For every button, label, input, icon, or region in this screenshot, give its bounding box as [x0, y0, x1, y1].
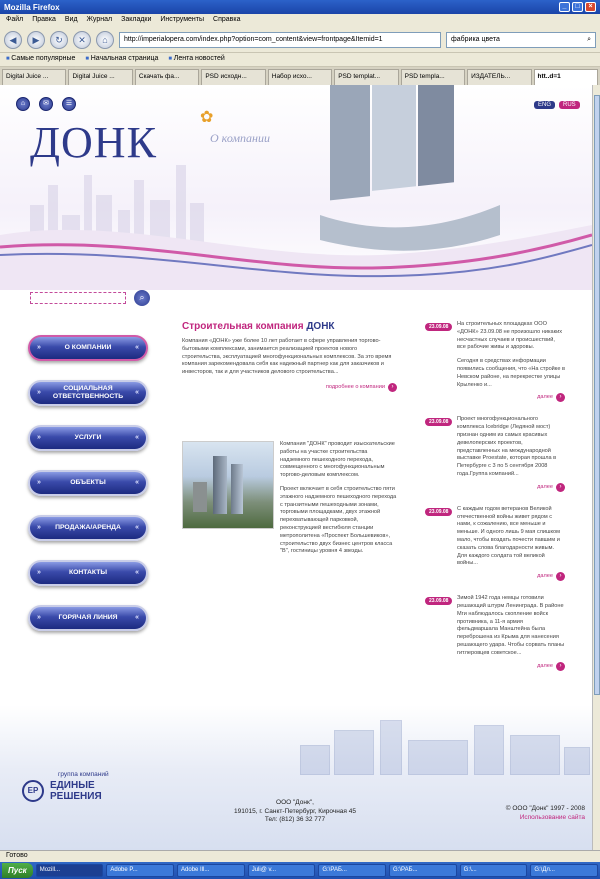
ep-logo[interactable]: ЕР ЕДИНЫЕ РЕШЕНИЯ [22, 780, 102, 802]
stop-icon[interactable]: ✕ [73, 31, 91, 49]
news-item: 23.09.08 На строительных площадках ООО «ДОНК» 23.09.08 не произошло никаких несчастных случаев и происшествий, все рабочие живы и здоровы. Сегодня в средствах информации появились сообщения, что «На стройке в Невском районе, на перекрестке улицы Крыленко и... далее › [425, 321, 565, 402]
site-search-input[interactable] [30, 292, 126, 304]
browser-menubar [0, 14, 600, 27]
bookmark-start-page[interactable]: ■ Начальная страница [85, 55, 158, 64]
lang-rus-button[interactable]: RUS [559, 101, 580, 109]
chevron-right-icon: » [37, 434, 41, 441]
news-item: 23.09.08 С каждым годом ветеранов Великой отечественной войны живет рядом с нами, к сожалению, все меньше и меньше. И одного лишь 9 мая слишком мало, чтобы воздать почести павшим и сказать слова благодарности живым. Для каждого солдата той великой войны... далее › [425, 506, 565, 581]
tab[interactable]: ИЗДАТЕЛЬ... [467, 69, 531, 85]
menu-item-about[interactable]: » О КОМПАНИИ « [28, 335, 148, 361]
forward-icon[interactable]: ▶ [27, 31, 45, 49]
menu-item-sale-rent[interactable]: » ПРОДАЖА/АРЕНДА « [28, 515, 148, 541]
footer-skyline [300, 715, 592, 775]
news-item: 23.09.08 Зимой 1942 года немцы готовили решающий штурм Ленинграда. В районе Мги наблюдалось скопление войск противника, а 11-я армия фельдмаршала Манштейна была переброшена из Крыма для нанесения решающего удара. Чтобы сорвать планы гитлеровцев советское... далее › [425, 595, 565, 670]
butterfly-icon: ✿ [200, 109, 214, 126]
bookmark-news-feed[interactable]: ■ Лента новостей [168, 55, 224, 64]
main-menu [28, 335, 148, 650]
windows-taskbar [0, 862, 600, 879]
article-paragraph-1: Компания "ДОНК" проводит изыскательские работы на участке строительства надземного пешеходного перехода, совмещенного с многофункциональным торгово-деловым комплексом. [280, 441, 395, 479]
site-footer [0, 705, 592, 850]
menu-item-objects[interactable]: » ОБЪЕКТЫ « [28, 470, 148, 496]
search-value: фабрика цвета [451, 35, 500, 43]
search-icon[interactable]: ⌕ [134, 290, 150, 306]
tab[interactable]: PSD templat... [334, 69, 398, 85]
bookmarks-toolbar [0, 53, 600, 67]
back-icon[interactable]: ◀ [4, 31, 22, 49]
bookmark-popular[interactable]: ■ Самые популярные [6, 55, 75, 64]
tab-active[interactable]: htt..d=1 [534, 69, 598, 85]
tab[interactable]: PSD templa... [401, 69, 465, 85]
chevron-left-icon: « [135, 569, 139, 576]
home-icon[interactable]: ⌂ [16, 97, 30, 111]
chevron-left-icon: « [135, 434, 139, 441]
navigation-toolbar [0, 27, 600, 53]
news-date-badge: 23.09.08 [425, 508, 452, 516]
lang-eng-button[interactable]: ENG [534, 101, 555, 109]
tab[interactable]: PSD исходн... [201, 69, 265, 85]
chevron-left-icon: « [135, 344, 139, 351]
intro-title: Строительная компания ДОНК [182, 321, 335, 332]
menu-edit[interactable]: Правка [32, 16, 56, 23]
search-icon[interactable]: ⌕ [587, 35, 591, 43]
menu-file[interactable]: Файл [6, 16, 24, 23]
footer-address: ООО "Донк", 191015, г. Санкт-Петербург, Кирочная 45 Тел: (812) 36 32 777 [234, 799, 356, 823]
taskbar-item[interactable]: Adobe Ill... [177, 864, 245, 877]
header-art [0, 85, 592, 290]
menu-bookmarks[interactable]: Закладки [121, 16, 152, 23]
news-more-link[interactable]: далее › [457, 662, 565, 671]
intro-more-link[interactable]: подробнее о компании › [182, 383, 397, 392]
tab[interactable]: Скачать фа... [135, 69, 199, 85]
chevron-right-icon: » [37, 569, 41, 576]
arrow-right-icon: › [556, 572, 565, 581]
site-search [30, 290, 150, 306]
news-item: 23.09.08 Проект многофункционального комплекса Icebridge (Ледяной мост) признан одним из самых красивых девелоперских проектов, представленных на международной выставке Proestate, которая прошла в Петербурге с 3 по 5 сентября 2008 года.Группа компаний... далее › [425, 416, 565, 491]
tab-strip [0, 67, 600, 85]
taskbar-item[interactable]: Adobe P... [106, 864, 174, 877]
arrow-right-icon: › [556, 662, 565, 671]
search-input[interactable] [446, 32, 596, 48]
sitemap-icon[interactable]: ☰ [62, 97, 76, 111]
site-usage-link[interactable]: Использование сайта [519, 813, 585, 821]
start-button[interactable]: Пуск [2, 863, 33, 878]
footer-copyright: © ООО "Донк" 1997 - 2008 Использование сайта [480, 805, 585, 822]
news-more-link[interactable]: далее › [457, 572, 565, 581]
window-titlebar [0, 0, 600, 14]
chevron-right-icon: » [37, 614, 41, 621]
chevron-right-icon: » [37, 344, 41, 351]
taskbar-item[interactable]: G:\РАБ... [389, 864, 457, 877]
taskbar-item[interactable]: Juli@ v... [248, 864, 316, 877]
web-page [0, 85, 592, 850]
status-bar: Готово [0, 850, 600, 862]
arrow-right-icon: › [388, 383, 397, 392]
intro-text: Компания «ДОНК» уже более 10 лет работает в сфере управления торгово-бытовыми комплексами, занимается реализацией проектов нового строительства, эксплуатацией многофункциональных комплексов. За это время компания зарекомендовала себя как надежный партнер как для заказчиков и инвесторов, так и для участников делового строительства... [182, 338, 392, 376]
news-more-link[interactable]: далее › [457, 393, 565, 402]
reload-icon[interactable]: ↻ [50, 31, 68, 49]
chevron-right-icon: » [37, 479, 41, 486]
group-label: группа компаний [58, 771, 109, 778]
arrow-right-icon: › [556, 393, 565, 402]
vertical-scrollbar[interactable] [592, 85, 600, 850]
minimize-button[interactable]: _ [559, 2, 570, 12]
chevron-left-icon: « [135, 479, 139, 486]
tab[interactable]: Digital Juice ... [68, 69, 132, 85]
menu-item-services[interactable]: » УСЛУГИ « [28, 425, 148, 451]
chevron-left-icon: « [135, 614, 139, 621]
chevron-left-icon: « [135, 524, 139, 531]
chevron-right-icon: » [37, 524, 41, 531]
article-paragraph-2: Проект включает в себя строительство пяти этажного надземного пешеходного перехода с транзитными пешеходными зонами, торговыми площадками, двух этажной перехватывающей парковкой, реконструкцией вестибюля станции метрополитена «Проспект Большевиков», строительство двух бизнес центров класса "В", гостиницы уровня 4 звезды. [280, 485, 397, 555]
menu-item-hotline[interactable]: » ГОРЯЧАЯ ЛИНИЯ « [28, 605, 148, 631]
news-date-badge: 23.09.08 [425, 597, 452, 605]
url-input[interactable]: http://imperialopera.com/index.php?option=com_content&view=frontpage&Itemid=1 [119, 32, 441, 48]
news-date-badge: 23.09.08 [425, 418, 452, 426]
taskbar-item[interactable]: G:\... [460, 864, 528, 877]
menu-tools[interactable]: Инструменты [160, 16, 205, 23]
news-date-badge: 23.09.08 [425, 323, 452, 331]
site-logo[interactable]: ДОНК [30, 118, 157, 167]
taskbar-item[interactable]: Mozill... [36, 864, 104, 877]
tab[interactable]: Digital Juice ... [2, 69, 66, 85]
menu-view[interactable]: Вид [64, 16, 78, 23]
mail-icon[interactable]: ✉ [39, 97, 53, 111]
news-more-link[interactable]: далее › [457, 483, 565, 492]
taskbar-item[interactable]: G:\Дл... [530, 864, 598, 877]
chevron-right-icon: » [37, 389, 41, 396]
maximize-button[interactable]: □ [572, 2, 583, 12]
chevron-left-icon: « [135, 389, 139, 396]
menu-item-social[interactable]: » СОЦИАЛЬНАЯ ОТВЕТСТВЕННОСТЬ « [28, 380, 148, 406]
page-tagline: О компании [210, 131, 270, 145]
project-article [182, 441, 397, 556]
site-header [0, 85, 592, 290]
close-button[interactable]: × [585, 2, 596, 12]
arrow-right-icon: › [556, 483, 565, 492]
menu-item-contacts[interactable]: » КОНТАКТЫ « [28, 560, 148, 586]
home-icon[interactable]: ⌂ [96, 31, 114, 49]
intro-section [182, 321, 397, 392]
taskbar-item[interactable]: G:\РАБ... [318, 864, 386, 877]
project-photo [182, 441, 274, 529]
tab[interactable]: Набор исхо... [268, 69, 332, 85]
window-title: Mozilla Firefox [4, 2, 60, 12]
ep-logo-mark: ЕР [22, 780, 44, 802]
scrollbar-thumb[interactable] [594, 95, 600, 695]
menu-help[interactable]: Справка [213, 16, 241, 23]
news-column [425, 321, 565, 681]
menu-history[interactable]: Журнал [86, 16, 113, 23]
